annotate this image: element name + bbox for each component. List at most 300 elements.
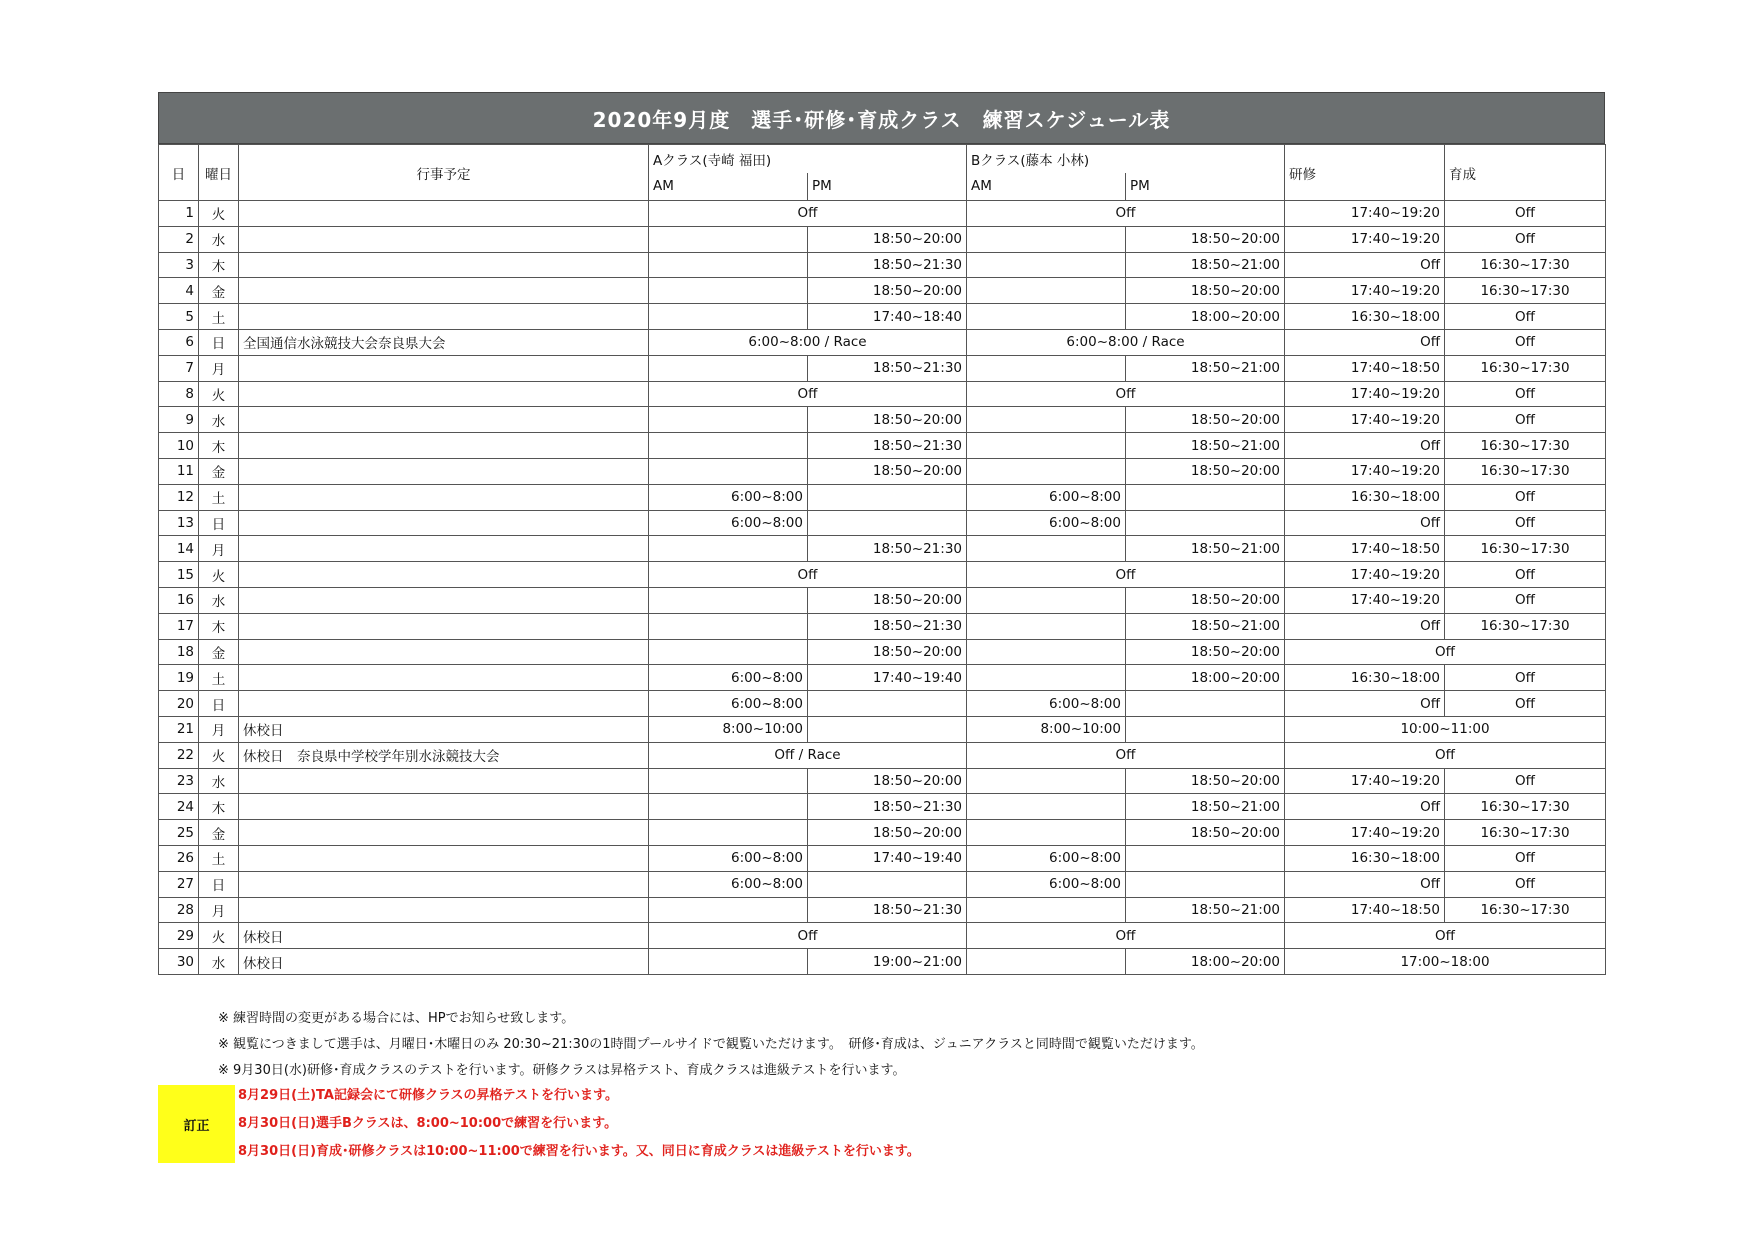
kenshu-cell: Off: [1285, 433, 1445, 459]
table-row: [159, 201, 1606, 227]
weekday-cell: 木: [199, 794, 239, 820]
weekday-cell: 火: [199, 923, 239, 949]
class-a-pm-cell: 18:50~20:00: [808, 458, 967, 484]
class-b-pm-cell: 18:50~21:00: [1126, 794, 1285, 820]
day-cell: 15: [159, 562, 199, 588]
class-b-am-cell: [967, 639, 1126, 665]
correction-line: 8月30日(日)選手Bクラスは、8:00~10:00で練習を行います。: [238, 1116, 618, 1131]
event-cell: 休校日 奈良県中学校学年別水泳競技大会: [239, 742, 649, 768]
event-cell: 全国通信水泳競技大会奈良県大会: [239, 329, 649, 355]
class-a-am-cell: 6:00~8:00: [649, 845, 808, 871]
kenshu-cell: 17:40~18:50: [1285, 897, 1445, 923]
class-b-am-cell: 6:00~8:00: [967, 510, 1126, 536]
class-b-pm-cell: [1126, 510, 1285, 536]
table-row: [159, 665, 1606, 691]
event-cell: [239, 613, 649, 639]
kenshu-cell: Off: [1285, 794, 1445, 820]
day-cell: 26: [159, 845, 199, 871]
kenshu-cell: 17:40~19:20: [1285, 226, 1445, 252]
class-a-pm-cell: 18:50~21:30: [808, 613, 967, 639]
event-cell: [239, 252, 649, 278]
event-cell: [239, 897, 649, 923]
day-cell: 18: [159, 639, 199, 665]
correction-line: 8月29日(土)TA記録会にて研修クラスの昇格テストを行います。: [238, 1088, 618, 1103]
day-cell: 10: [159, 433, 199, 459]
header-day: 日: [159, 145, 199, 201]
class-b-pm-cell: 18:50~20:00: [1126, 639, 1285, 665]
event-cell: 休校日: [239, 949, 649, 975]
class-b-am-cell: [967, 768, 1126, 794]
class-a-am-cell: [649, 458, 808, 484]
ikusei-cell: 16:30~17:30: [1445, 355, 1606, 381]
weekday-cell: 金: [199, 820, 239, 846]
class-b-cell: Off: [967, 201, 1285, 227]
correction-line: 8月30日(日)育成･研修クラスは10:00~11:00で練習を行います。又、同日に育成クラスは進級テストを行います。: [238, 1144, 920, 1159]
ikusei-cell: Off: [1445, 201, 1606, 227]
day-cell: 21: [159, 716, 199, 742]
ikusei-cell: Off: [1445, 407, 1606, 433]
weekday-cell: 木: [199, 433, 239, 459]
day-cell: 29: [159, 923, 199, 949]
event-cell: [239, 304, 649, 330]
class-a-am-cell: [649, 252, 808, 278]
class-a-am-cell: [649, 897, 808, 923]
class-b-pm-cell: 18:50~21:00: [1126, 613, 1285, 639]
event-cell: [239, 458, 649, 484]
weekday-cell: 火: [199, 201, 239, 227]
class-a-pm-cell: 18:50~20:00: [808, 407, 967, 433]
day-cell: 8: [159, 381, 199, 407]
class-a-cell: Off: [649, 562, 967, 588]
ikusei-cell: Off: [1445, 484, 1606, 510]
class-b-am-cell: 6:00~8:00: [967, 845, 1126, 871]
class-b-pm-cell: 18:00~20:00: [1126, 949, 1285, 975]
class-b-am-cell: [967, 949, 1126, 975]
kenshu-cell: 17:40~19:20: [1285, 768, 1445, 794]
class-b-pm-cell: 18:50~20:00: [1126, 226, 1285, 252]
kenshu-cell: 17:40~19:20: [1285, 278, 1445, 304]
class-a-pm-cell: [808, 510, 967, 536]
kenshu-cell: 17:40~18:50: [1285, 355, 1445, 381]
class-b-pm-cell: 18:50~20:00: [1126, 820, 1285, 846]
ikusei-cell: Off: [1445, 768, 1606, 794]
header-kenshu: 研修: [1285, 145, 1445, 201]
class-a-pm-cell: 18:50~21:30: [808, 252, 967, 278]
class-a-pm-cell: 18:50~20:00: [808, 768, 967, 794]
correction-label: 訂正: [158, 1085, 235, 1163]
class-a-cell: 6:00~8:00 / Race: [649, 329, 967, 355]
class-a-am-cell: 6:00~8:00: [649, 871, 808, 897]
event-cell: [239, 536, 649, 562]
header-b-pm: PM: [1126, 173, 1285, 201]
class-b-pm-cell: 18:50~21:00: [1126, 433, 1285, 459]
class-a-am-cell: [649, 355, 808, 381]
page-title: 2020年9月度 選手･研修･育成クラス 練習スケジュール表: [158, 92, 1605, 144]
class-a-pm-cell: 18:50~20:00: [808, 820, 967, 846]
class-b-pm-cell: 18:50~21:00: [1126, 897, 1285, 923]
header-weekday: 曜日: [199, 145, 239, 201]
kenshu-cell: 17:40~19:20: [1285, 201, 1445, 227]
class-b-pm-cell: 18:50~20:00: [1126, 768, 1285, 794]
weekday-cell: 月: [199, 897, 239, 923]
class-a-am-cell: [649, 949, 808, 975]
weekday-cell: 水: [199, 407, 239, 433]
note-line: ※ 練習時間の変更がある場合には、HPでお知らせ致します。: [218, 1011, 575, 1026]
table-row: [159, 897, 1606, 923]
class-a-am-cell: [649, 536, 808, 562]
class-a-am-cell: [649, 820, 808, 846]
class-b-am-cell: [967, 278, 1126, 304]
class-a-pm-cell: 19:00~21:00: [808, 949, 967, 975]
class-a-pm-cell: 18:50~20:00: [808, 226, 967, 252]
class-b-pm-cell: [1126, 871, 1285, 897]
note-line: ※ 観覧につきまして選手は、月曜日･木曜日のみ 20:30~21:30の1時間プールサイドで観覧いただけます。 研修･育成は、ジュニアクラスと同時間で観覧いただけます。: [218, 1037, 1204, 1052]
ikusei-cell: Off: [1445, 871, 1606, 897]
event-cell: [239, 355, 649, 381]
header-class-b: Bクラス(藤本 小林): [967, 145, 1285, 173]
class-a-am-cell: [649, 226, 808, 252]
weekday-cell: 日: [199, 510, 239, 536]
table-row: [159, 691, 1606, 717]
ikusei-cell: Off: [1445, 329, 1606, 355]
class-a-pm-cell: 18:50~21:30: [808, 897, 967, 923]
kenshu-cell: 16:30~18:00: [1285, 665, 1445, 691]
weekday-cell: 金: [199, 458, 239, 484]
table-row: [159, 639, 1606, 665]
ikusei-cell: 16:30~17:30: [1445, 433, 1606, 459]
event-cell: [239, 201, 649, 227]
day-cell: 28: [159, 897, 199, 923]
weekday-cell: 火: [199, 742, 239, 768]
table-row: [159, 355, 1606, 381]
kenshu-cell: 17:40~18:50: [1285, 536, 1445, 562]
table-row: [159, 794, 1606, 820]
kenshu-ikusei-cell: Off: [1285, 742, 1606, 768]
weekday-cell: 月: [199, 716, 239, 742]
note-line: ※ 9月30日(水)研修･育成クラスのテストを行います。研修クラスは昇格テスト、育成クラスは進級テストを行います。: [218, 1063, 906, 1078]
class-b-cell: Off: [967, 381, 1285, 407]
weekday-cell: 土: [199, 845, 239, 871]
class-b-pm-cell: 18:50~20:00: [1126, 407, 1285, 433]
class-b-pm-cell: 18:50~20:00: [1126, 587, 1285, 613]
class-b-am-cell: [967, 407, 1126, 433]
class-b-pm-cell: [1126, 691, 1285, 717]
day-cell: 20: [159, 691, 199, 717]
ikusei-cell: Off: [1445, 510, 1606, 536]
class-a-pm-cell: 18:50~20:00: [808, 639, 967, 665]
class-b-am-cell: [967, 304, 1126, 330]
day-cell: 12: [159, 484, 199, 510]
event-cell: [239, 845, 649, 871]
weekday-cell: 金: [199, 278, 239, 304]
schedule-body: [159, 201, 1606, 975]
weekday-cell: 土: [199, 484, 239, 510]
class-a-pm-cell: [808, 716, 967, 742]
day-cell: 4: [159, 278, 199, 304]
ikusei-cell: Off: [1445, 226, 1606, 252]
class-b-pm-cell: 18:00~20:00: [1126, 304, 1285, 330]
weekday-cell: 水: [199, 768, 239, 794]
kenshu-ikusei-cell: 10:00~11:00: [1285, 716, 1606, 742]
header-b-am: AM: [967, 173, 1126, 201]
correction-lines: [238, 1082, 920, 1166]
ikusei-cell: Off: [1445, 665, 1606, 691]
weekday-cell: 水: [199, 587, 239, 613]
weekday-cell: 木: [199, 613, 239, 639]
kenshu-cell: Off: [1285, 329, 1445, 355]
kenshu-cell: Off: [1285, 252, 1445, 278]
weekday-cell: 日: [199, 871, 239, 897]
weekday-cell: 水: [199, 226, 239, 252]
day-cell: 13: [159, 510, 199, 536]
table-row: [159, 536, 1606, 562]
event-cell: [239, 794, 649, 820]
class-a-pm-cell: 18:50~20:00: [808, 587, 967, 613]
class-b-cell: 6:00~8:00 / Race: [967, 329, 1285, 355]
class-a-pm-cell: [808, 691, 967, 717]
day-cell: 11: [159, 458, 199, 484]
kenshu-cell: 16:30~18:00: [1285, 845, 1445, 871]
schedule-table: [158, 144, 1606, 975]
class-b-cell: Off: [967, 923, 1285, 949]
class-b-pm-cell: 18:50~21:00: [1126, 536, 1285, 562]
weekday-cell: 月: [199, 536, 239, 562]
class-b-am-cell: [967, 355, 1126, 381]
kenshu-cell: 16:30~18:00: [1285, 484, 1445, 510]
class-b-pm-cell: 18:50~20:00: [1126, 278, 1285, 304]
class-a-am-cell: [649, 768, 808, 794]
class-a-pm-cell: 18:50~21:30: [808, 794, 967, 820]
kenshu-cell: 17:40~19:20: [1285, 562, 1445, 588]
class-b-am-cell: 6:00~8:00: [967, 871, 1126, 897]
kenshu-ikusei-cell: 17:00~18:00: [1285, 949, 1606, 975]
class-a-am-cell: [649, 639, 808, 665]
class-a-am-cell: [649, 587, 808, 613]
table-row: [159, 226, 1606, 252]
class-b-pm-cell: 18:50~21:00: [1126, 252, 1285, 278]
class-a-pm-cell: [808, 484, 967, 510]
table-row: [159, 329, 1606, 355]
table-row: [159, 484, 1606, 510]
event-cell: [239, 226, 649, 252]
table-row: [159, 923, 1606, 949]
day-cell: 30: [159, 949, 199, 975]
class-a-cell: Off: [649, 201, 967, 227]
day-cell: 1: [159, 201, 199, 227]
class-b-am-cell: [967, 458, 1126, 484]
table-row: [159, 458, 1606, 484]
table-row: [159, 949, 1606, 975]
event-cell: [239, 381, 649, 407]
class-b-am-cell: [967, 613, 1126, 639]
ikusei-cell: 16:30~17:30: [1445, 278, 1606, 304]
weekday-cell: 日: [199, 329, 239, 355]
header-a-am: AM: [649, 173, 808, 201]
ikusei-cell: 16:30~17:30: [1445, 794, 1606, 820]
class-a-pm-cell: 17:40~19:40: [808, 845, 967, 871]
header-a-pm: PM: [808, 173, 967, 201]
day-cell: 17: [159, 613, 199, 639]
kenshu-ikusei-cell: Off: [1285, 923, 1606, 949]
class-b-am-cell: 6:00~8:00: [967, 691, 1126, 717]
class-b-am-cell: [967, 897, 1126, 923]
kenshu-cell: Off: [1285, 691, 1445, 717]
class-a-am-cell: [649, 433, 808, 459]
table-row: [159, 381, 1606, 407]
class-a-pm-cell: 17:40~18:40: [808, 304, 967, 330]
table-row: [159, 871, 1606, 897]
event-cell: [239, 691, 649, 717]
class-b-am-cell: [967, 794, 1126, 820]
kenshu-ikusei-cell: Off: [1285, 639, 1606, 665]
table-row: [159, 742, 1606, 768]
class-a-am-cell: [649, 613, 808, 639]
day-cell: 16: [159, 587, 199, 613]
class-a-cell: Off: [649, 923, 967, 949]
ikusei-cell: 16:30~17:30: [1445, 820, 1606, 846]
day-cell: 24: [159, 794, 199, 820]
ikusei-cell: Off: [1445, 845, 1606, 871]
class-a-am-cell: [649, 794, 808, 820]
class-b-pm-cell: 18:50~21:00: [1126, 355, 1285, 381]
ikusei-cell: Off: [1445, 691, 1606, 717]
day-cell: 7: [159, 355, 199, 381]
header-class-a: Aクラス(寺崎 福田): [649, 145, 967, 173]
table-row: [159, 510, 1606, 536]
class-b-pm-cell: [1126, 716, 1285, 742]
ikusei-cell: Off: [1445, 562, 1606, 588]
schedule-sheet: [158, 92, 1605, 975]
weekday-cell: 金: [199, 639, 239, 665]
event-cell: [239, 562, 649, 588]
class-a-am-cell: 8:00~10:00: [649, 716, 808, 742]
kenshu-cell: 17:40~19:20: [1285, 458, 1445, 484]
table-row: [159, 304, 1606, 330]
class-b-am-cell: [967, 820, 1126, 846]
class-a-am-cell: [649, 304, 808, 330]
table-row: [159, 820, 1606, 846]
ikusei-cell: 16:30~17:30: [1445, 252, 1606, 278]
day-cell: 3: [159, 252, 199, 278]
weekday-cell: 木: [199, 252, 239, 278]
class-b-am-cell: [967, 252, 1126, 278]
kenshu-cell: Off: [1285, 510, 1445, 536]
class-a-cell: Off / Race: [649, 742, 967, 768]
weekday-cell: 火: [199, 381, 239, 407]
weekday-cell: 水: [199, 949, 239, 975]
event-cell: [239, 665, 649, 691]
day-cell: 22: [159, 742, 199, 768]
day-cell: 2: [159, 226, 199, 252]
table-row: [159, 252, 1606, 278]
ikusei-cell: Off: [1445, 304, 1606, 330]
kenshu-cell: 17:40~19:20: [1285, 407, 1445, 433]
event-cell: [239, 484, 649, 510]
class-b-pm-cell: [1126, 845, 1285, 871]
class-b-am-cell: [967, 665, 1126, 691]
event-cell: [239, 639, 649, 665]
weekday-cell: 月: [199, 355, 239, 381]
table-row: [159, 768, 1606, 794]
class-a-am-cell: 6:00~8:00: [649, 665, 808, 691]
notes: [218, 1006, 1204, 1084]
ikusei-cell: Off: [1445, 587, 1606, 613]
table-row: [159, 433, 1606, 459]
class-a-am-cell: [649, 278, 808, 304]
class-b-pm-cell: 18:00~20:00: [1126, 665, 1285, 691]
class-b-am-cell: [967, 587, 1126, 613]
event-cell: [239, 407, 649, 433]
weekday-cell: 土: [199, 304, 239, 330]
event-cell: [239, 768, 649, 794]
header-ikusei: 育成: [1445, 145, 1606, 201]
weekday-cell: 火: [199, 562, 239, 588]
event-cell: [239, 433, 649, 459]
event-cell: [239, 820, 649, 846]
event-cell: 休校日: [239, 716, 649, 742]
day-cell: 25: [159, 820, 199, 846]
class-a-pm-cell: 17:40~19:40: [808, 665, 967, 691]
kenshu-cell: 17:40~19:20: [1285, 381, 1445, 407]
class-b-cell: Off: [967, 562, 1285, 588]
class-b-pm-cell: 18:50~20:00: [1126, 458, 1285, 484]
class-a-pm-cell: [808, 871, 967, 897]
class-b-am-cell: 8:00~10:00: [967, 716, 1126, 742]
day-cell: 27: [159, 871, 199, 897]
class-b-am-cell: 6:00~8:00: [967, 484, 1126, 510]
kenshu-cell: 16:30~18:00: [1285, 304, 1445, 330]
event-cell: [239, 510, 649, 536]
class-a-cell: Off: [649, 381, 967, 407]
kenshu-cell: 17:40~19:20: [1285, 820, 1445, 846]
table-row: [159, 845, 1606, 871]
class-a-am-cell: 6:00~8:00: [649, 510, 808, 536]
ikusei-cell: 16:30~17:30: [1445, 458, 1606, 484]
table-row: [159, 613, 1606, 639]
class-a-am-cell: [649, 407, 808, 433]
ikusei-cell: 16:30~17:30: [1445, 897, 1606, 923]
class-b-am-cell: [967, 226, 1126, 252]
ikusei-cell: Off: [1445, 381, 1606, 407]
correction-block: [158, 1085, 1358, 1163]
kenshu-cell: Off: [1285, 871, 1445, 897]
event-cell: [239, 278, 649, 304]
class-a-pm-cell: 18:50~21:30: [808, 536, 967, 562]
day-cell: 9: [159, 407, 199, 433]
kenshu-cell: Off: [1285, 613, 1445, 639]
ikusei-cell: 16:30~17:30: [1445, 536, 1606, 562]
day-cell: 19: [159, 665, 199, 691]
class-a-am-cell: 6:00~8:00: [649, 691, 808, 717]
table-row: [159, 587, 1606, 613]
day-cell: 14: [159, 536, 199, 562]
class-b-am-cell: [967, 433, 1126, 459]
class-a-pm-cell: 18:50~21:30: [808, 433, 967, 459]
table-row: [159, 407, 1606, 433]
class-a-pm-cell: 18:50~20:00: [808, 278, 967, 304]
class-b-am-cell: [967, 536, 1126, 562]
ikusei-cell: 16:30~17:30: [1445, 613, 1606, 639]
table-row: [159, 278, 1606, 304]
class-a-pm-cell: 18:50~21:30: [808, 355, 967, 381]
day-cell: 6: [159, 329, 199, 355]
table-row: [159, 716, 1606, 742]
header-event: 行事予定: [239, 145, 649, 201]
class-b-pm-cell: [1126, 484, 1285, 510]
event-cell: [239, 871, 649, 897]
kenshu-cell: 17:40~19:20: [1285, 587, 1445, 613]
table-row: [159, 562, 1606, 588]
